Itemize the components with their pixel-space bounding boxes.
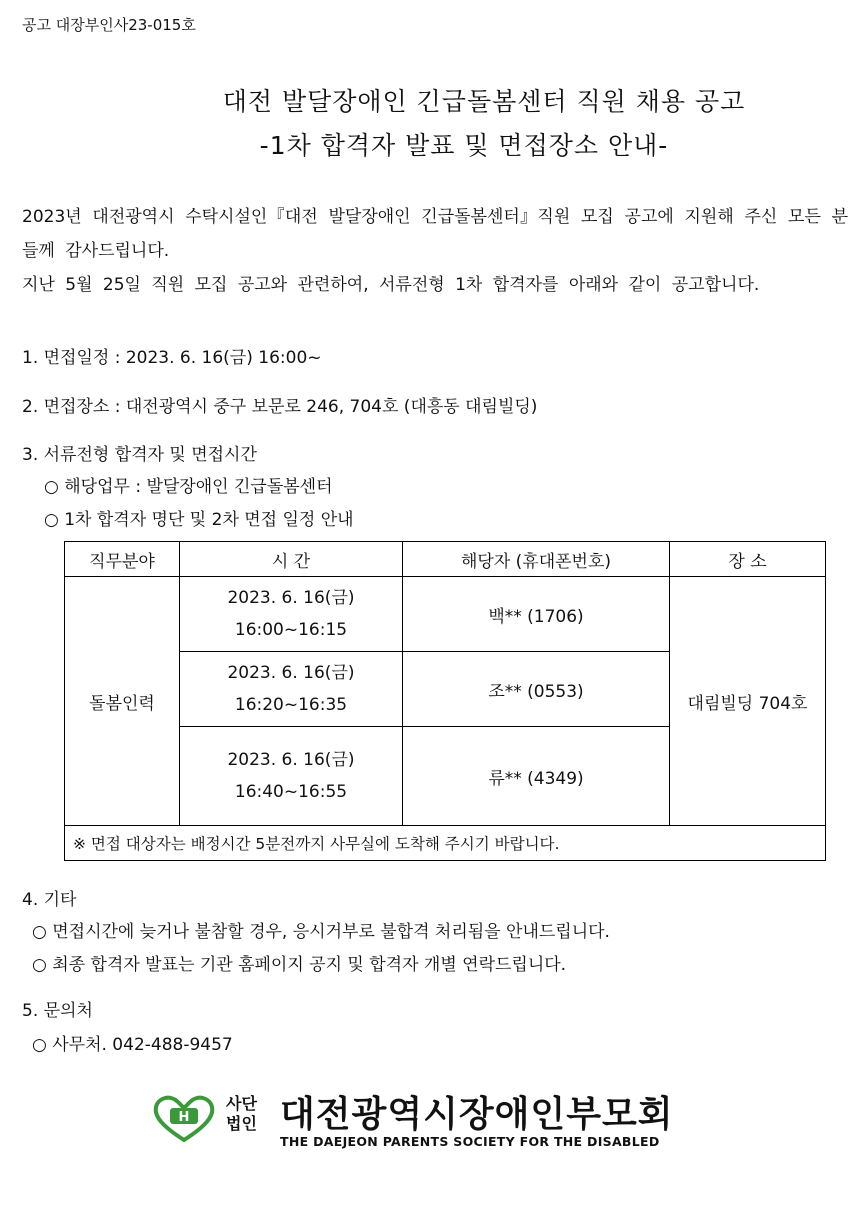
table-note-row bbox=[65, 826, 826, 861]
cell-time-text: 16:20~16:35 bbox=[234, 695, 348, 715]
header-field: 직무분야 bbox=[65, 542, 180, 577]
cell-field: 돌봄인력 bbox=[65, 577, 180, 826]
cell-date-text: 2023. 6. 16(금) bbox=[227, 663, 355, 683]
cell-place: 대림빌딩 704호 bbox=[670, 577, 826, 826]
header-place: 장 소 bbox=[670, 542, 826, 577]
header-person: 해당자 (휴대폰번호) bbox=[403, 542, 670, 577]
page-title: 대전 발달장애인 긴급돌봄센터 직원 채용 공고 bbox=[222, 87, 746, 116]
cell-person: 류** (4349) bbox=[403, 727, 670, 826]
svg-text:H: H bbox=[178, 1110, 190, 1125]
logo-organization-english-name: THE DAEJEON PARENTS SOCIETY FOR THE DISABLED bbox=[280, 1134, 660, 1149]
cell-time bbox=[180, 727, 403, 826]
cell-time-text: 16:00~16:15 bbox=[234, 620, 348, 640]
item-5a-contact: ○ 사무처. 042-488-9457 bbox=[32, 1035, 233, 1055]
page-subtitle: -1차 합격자 발표 및 면접장소 안내- bbox=[259, 131, 669, 160]
table-row bbox=[65, 577, 826, 652]
item-5-heading: 5. 문의처 bbox=[22, 1001, 93, 1021]
table-header-row bbox=[65, 542, 826, 577]
intro-text bbox=[22, 200, 848, 302]
cell-date-text: 2023. 6. 16(금) bbox=[227, 588, 355, 608]
cell-time bbox=[180, 652, 403, 727]
interview-schedule-table bbox=[64, 541, 826, 861]
notice-number: 공고 대장부인사23-015호 bbox=[22, 16, 196, 34]
item-3a-duty: ○ 해당업무 : 발달장애인 긴급돌봄센터 bbox=[44, 477, 333, 497]
cell-person: 조** (0553) bbox=[403, 652, 670, 727]
cell-time-text: 16:40~16:55 bbox=[234, 782, 348, 802]
table-note: ※ 면접 대상자는 배정시간 5분전까지 사무실에 도착해 주시기 바랍니다. bbox=[65, 826, 826, 861]
logo-organization-name: 대전광역시장애인부모회 bbox=[280, 1094, 674, 1135]
logo-corporation-label: 사단 법인 bbox=[226, 1094, 257, 1133]
header-time: 시 간 bbox=[180, 542, 403, 577]
cell-time bbox=[180, 577, 403, 652]
intro-paragraph-1: 2023년 대전광역시 수탁시설인『대전 발달장애인 긴급돌봄센터』직원 모집 공고에 지원해 주신 모든 분들께 감사드립니다. bbox=[22, 207, 848, 261]
organization-logo-icon bbox=[152, 1094, 216, 1148]
intro-paragraph-2: 지난 5월 25일 직원 모집 공고와 관련하여, 서류전형 1차 합격자를 아래와 같이 공고합니다. bbox=[22, 275, 760, 295]
item-1-interview-date: 1. 면접일정 : 2023. 6. 16(금) 16:00~ bbox=[22, 348, 322, 368]
item-3b-schedule-guide: ○ 1차 합격자 명단 및 2차 면접 일정 안내 bbox=[44, 510, 354, 530]
item-4b-final-notice: ○ 최종 합격자 발표는 기관 홈페이지 공지 및 합격자 개별 연락드립니다. bbox=[32, 955, 567, 975]
item-3-heading: 3. 서류전형 합격자 및 면접시간 bbox=[22, 445, 257, 465]
item-4a-late-notice: ○ 면접시간에 늦거나 불참할 경우, 응시거부로 불합격 처리됨을 안내드립니다. bbox=[32, 922, 610, 942]
cell-person: 백** (1706) bbox=[403, 577, 670, 652]
item-4-heading: 4. 기타 bbox=[22, 890, 77, 910]
cell-date-text: 2023. 6. 16(금) bbox=[227, 750, 355, 770]
item-2-interview-place: 2. 면접장소 : 대전광역시 중구 보문로 246, 704호 (대흥동 대림빌딩) bbox=[22, 397, 538, 417]
